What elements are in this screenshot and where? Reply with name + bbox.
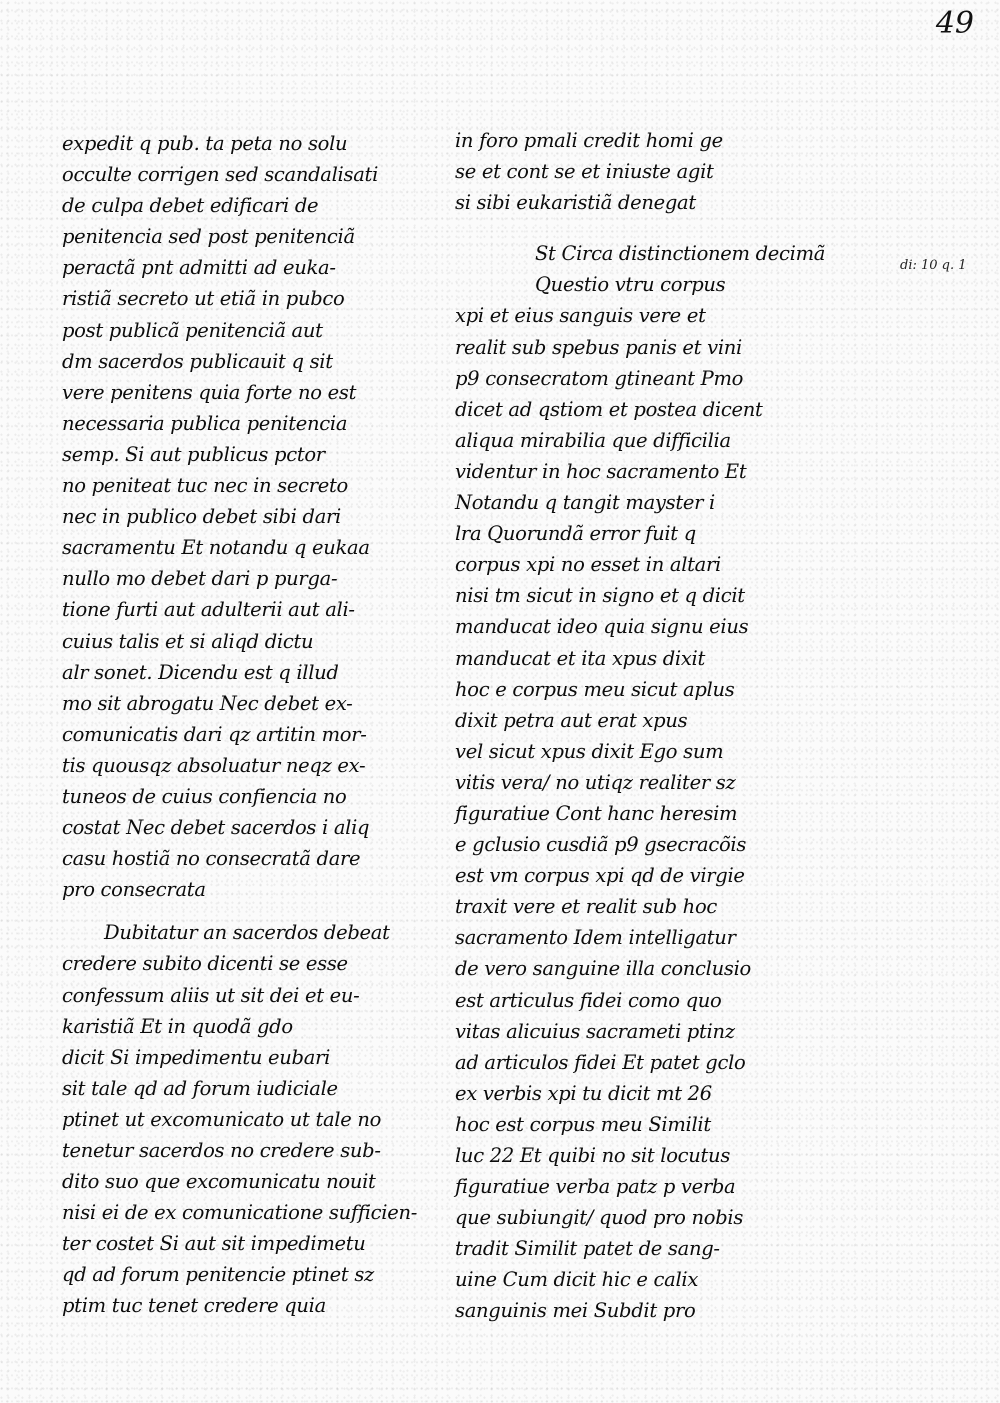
folio-number: 49 (935, 6, 974, 41)
text-line: ad articulos fidei Et patet gclo (455, 1050, 746, 1074)
text-line: Questio vtru corpus (535, 273, 726, 297)
text-line: traxit vere et realit sub hoc (455, 895, 718, 919)
text-line: cuius talis et si aliqd dictu (62, 629, 314, 653)
text-line: alr sonet. Dicendu est q illud (62, 660, 339, 684)
left-text-column (62, 128, 418, 1322)
text-line: manducat et ita xpus dixit (455, 646, 706, 670)
text-line: dicet ad qstiom et postea dicent (455, 397, 763, 421)
text-line: in foro pmali credit homi ge (455, 129, 723, 152)
text-line: ex verbis xpi tu dicit mt 26 (455, 1081, 712, 1105)
text-line: ptim tuc tenet credere quia (62, 1294, 326, 1318)
text-line: aliqua mirabilia que difficilia (455, 428, 731, 452)
text-line: confessum aliis ut sit dei et eu- (62, 983, 360, 1007)
text-line: vitis vera/ no utiqz realiter sz (455, 770, 736, 794)
paragraph-gap (455, 218, 785, 238)
margin-note: di: 10 q. 1 (900, 258, 967, 273)
text-line: costat Nec debet sacerdos i aliq (62, 816, 370, 840)
text-line: mo sit abrogatu Nec debet ex- (62, 691, 353, 715)
text-line: vere penitens quia forte no est (62, 380, 357, 404)
text-line: comunicatis dari qz artitin mor- (62, 722, 367, 746)
text-line: realit sub spebus panis et vini (455, 335, 742, 359)
text-line: qd ad forum penitencie ptinet sz (62, 1263, 375, 1287)
text-line: no peniteat tuc nec in secreto (62, 474, 348, 498)
text-line: semp. Si aut publicus pctor (62, 442, 325, 466)
text-line: sanguinis mei Subdit pro (455, 1299, 696, 1323)
text-line: tione furti aut adulterii aut ali- (62, 598, 355, 622)
text-line: manducat ideo quia signu eius (455, 615, 749, 639)
text-line: dicit Si impedimentu eubari (62, 1045, 331, 1069)
text-line: ter costet Si aut sit impedimetu (62, 1232, 366, 1256)
text-line: hoc est corpus meu Similit (455, 1112, 711, 1136)
text-line: hoc e corpus meu sicut aplus (455, 677, 735, 701)
text-line: St Circa distinctionem decimã (535, 242, 826, 266)
text-line: corpus xpi no esset in altari (455, 553, 721, 577)
text-line: vel sicut xpus dixit Ego sum (455, 739, 724, 763)
text-line: peractã pnt admitti ad euka- (62, 256, 336, 280)
text-line: videntur in hoc sacramento Et (455, 459, 747, 483)
text-line: dixit petra aut erat xpus (455, 708, 688, 732)
text-line: de vero sanguine illa conclusio (455, 957, 751, 981)
text-line: ptinet ut excomunicato ut tale no (62, 1107, 382, 1131)
text-line: credere subito dicenti se esse (62, 952, 348, 976)
text-line: tis quousqz absoluatur neqz ex- (62, 753, 366, 777)
text-line: tenetur sacerdos no credere sub- (62, 1139, 381, 1162)
text-line: lra Quorundã error fuit q (455, 522, 696, 546)
text-line: nisi tm sicut in signo et q dicit (455, 584, 745, 608)
text-line: xpi et eius sanguis vere et (455, 304, 706, 328)
text-line: luc 22 Et quibi no sit locutus (455, 1144, 731, 1167)
paragraph-gap (62, 905, 407, 917)
text-line: est articulus fidei como quo (455, 988, 722, 1012)
text-line: ristiã secreto ut etiã in pubco (62, 287, 345, 311)
text-line: vitas alicuius sacrameti ptinz (455, 1019, 735, 1043)
text-line: sacramentu Et notandu q eukaa (62, 536, 370, 560)
text-line: que subiungit/ quod pro nobis (455, 1206, 744, 1230)
right-text-column (455, 125, 826, 1327)
text-line: tuneos de cuius confiencia no (62, 784, 347, 808)
text-line: casu hostiã no consecratã dare (62, 847, 361, 871)
text-line: figuratiue verba patz p verba (455, 1175, 736, 1199)
text-line: post publicã penitenciã aut (62, 318, 323, 342)
text-line: sit tale qd ad forum iudiciale (62, 1076, 338, 1100)
text-line: pro consecrata (62, 878, 206, 902)
text-line: karistiã Et in quodã gdo (62, 1014, 293, 1038)
text-line: nullo mo debet dari p purga- (62, 567, 338, 591)
text-line: p9 consecratom gtineant Pmo (455, 366, 744, 390)
text-line: nisi ei de ex comunicatione sufficien- (62, 1201, 418, 1225)
text-line: Dubitatur an sacerdos debeat (104, 921, 390, 945)
text-line: dm sacerdos publicauit q sit (62, 349, 333, 373)
text-line: sacramento Idem intelligatur (455, 926, 736, 950)
text-line: tradit Similit patet de sang- (455, 1237, 720, 1261)
text-line: Notandu q tangit mayster i (455, 491, 715, 515)
text-line: si sibi eukaristiã denegat (455, 191, 696, 215)
text-line: figuratiue Cont hanc heresim (455, 801, 738, 825)
text-line: e gclusio cusdiã p9 gsecracõis (455, 833, 747, 857)
text-line: uine Cum dicit hic e calix (455, 1268, 699, 1292)
text-line: necessaria publica penitencia (62, 411, 348, 435)
text-line: expedit q pub. ta peta no solu (62, 132, 348, 155)
text-line: se et cont se et iniuste agit (455, 160, 714, 184)
text-line: dito suo que excomunicatu nouit (62, 1170, 376, 1194)
text-line: de culpa debet edificari de (62, 194, 319, 218)
text-line: penitencia sed post penitenciã (62, 225, 355, 249)
text-line: est vm corpus xpi qd de virgie (455, 864, 745, 888)
text-line: nec in publico debet sibi dari (62, 505, 341, 529)
text-line: occulte corrigen sed scandalisati (62, 163, 379, 187)
